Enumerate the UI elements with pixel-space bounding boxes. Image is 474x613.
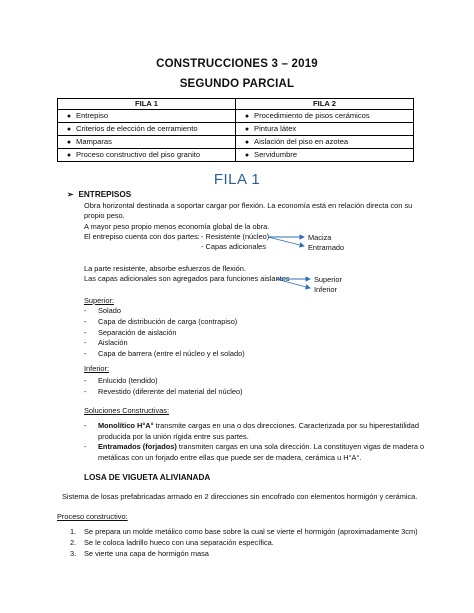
paragraph-line: Obra horizontal destinada a soportar cargar por flexión. La economía está en relación directa con su [84,201,413,210]
list-item: - Separación de aislación [84,328,177,337]
inferior-label: Inferior: [84,364,110,373]
part-resistente: - Resistente (núcleo) [201,232,270,241]
table-cell [58,123,236,136]
table-cell [58,110,236,123]
cell-text: Pintura látex [254,124,297,133]
bullet-icon: ● [244,113,250,120]
paragraph-line: La parte resistente, absorbe esfuerzos de flexión. [84,264,246,273]
list-item: - Enlucido (tendido) [84,376,158,385]
table-header-row [58,99,414,110]
bullet-icon: ● [244,139,250,146]
paragraph-line: propio peso. [84,211,125,220]
paragraph-line: Las capas adicionales son agregados para funciones aislantes [84,274,290,283]
arrow-bullet-icon: ➢ [67,190,74,199]
topics-table [57,98,414,162]
paragraph-line: El entrepiso cuenta con dos partes: [84,232,200,241]
paragraph-line: A mayor peso propio menos economía global de la obra. [84,222,270,231]
table-header-fila2: FILA 2 [236,99,414,110]
arrow-entramado-icon [268,237,304,246]
table-cell [58,149,236,162]
bullet-icon: ● [66,139,72,146]
paragraph-line: producida por la unión rígida entre sus partes. [98,432,249,441]
cell-text: Criterios de elección de cerramiento [76,124,198,133]
option-superior: Superior [314,275,342,284]
table-header-fila1: FILA 1 [58,99,236,110]
proceso-label: Proceso constructivo: [57,512,128,521]
document-title: CONSTRUCCIONES 3 – 2019 [156,58,318,70]
list-item: 2. Se le coloca ladrillo hueco con una separación específica. [70,538,274,547]
option-entramado: Entramado [308,243,345,252]
cell-text: Procedimiento de pisos cerámicos [254,111,370,120]
option-inferior: Inferior [314,285,338,294]
cell-text: Aislación del piso en azotea [254,137,349,146]
entrepisos-heading [67,189,131,199]
list-item: - Solado [84,306,122,315]
document-subtitle: SEGUNDO PARCIAL [179,78,295,90]
superior-label: Superior: [84,296,114,305]
losa-heading: LOSA DE VIGUETA ALIVIANADA [84,473,211,482]
table-row [58,136,414,149]
table-row [58,149,414,162]
list-item: - Entramados (forjados) transmiten cargas en una sola dirección. La constituyen vigas de madera o [84,442,425,451]
table-row [58,123,414,136]
list-item: 1. Se prepara un molde metálico como base sobre la cual se vierte el hormigón (aproximadamente 3cm) [70,527,418,536]
soluciones-label: Soluciones Constructivas: [84,406,170,415]
cell-text: Entrepiso [76,111,109,120]
bullet-icon: ● [244,152,250,159]
table-cell [58,136,236,149]
bullet-icon: ● [66,126,72,133]
paragraph-line: metálicas con un forjado entre ellas que puede ser de madera, cerámica u H°A°. [98,453,362,462]
bullet-icon: ● [66,152,72,159]
section-heading-fila1: FILA 1 [213,171,261,188]
table-row [58,110,414,123]
entrepisos-heading-text: ENTREPISOS [78,190,132,199]
list-item: - Aislación [84,338,128,347]
table-cell [236,110,414,123]
bullet-icon: ● [66,113,72,120]
list-item: - Monolítico H°A° transmite cargas en una o dos direcciones. Caracterizada por su hiperestatilidad [84,421,419,430]
list-item: 3. Se vierte una capa de hormigón masa [70,549,209,558]
option-maciza: Maciza [308,233,332,242]
table-cell [236,136,414,149]
part-capas: - Capas adicionales [201,242,266,251]
table-cell [236,123,414,136]
losa-description: Sistema de losas prefabricadas armado en 2 direcciones sin encofrado con elementos hormigón y cerámica. [62,492,418,501]
cell-text: Servidumbre [254,150,298,159]
cell-text: Mamparas [76,137,112,146]
list-item: - Capa de distribución de carga (contrapiso) [84,317,238,326]
list-item: - Revestido (diferente del material del núcleo) [84,387,243,396]
table-cell [236,149,414,162]
cell-text: Proceso constructivo del piso granito [76,150,201,159]
list-item: - Capa de barrera (entre el núcleo y el solado) [84,349,245,358]
bullet-icon: ● [244,126,250,133]
